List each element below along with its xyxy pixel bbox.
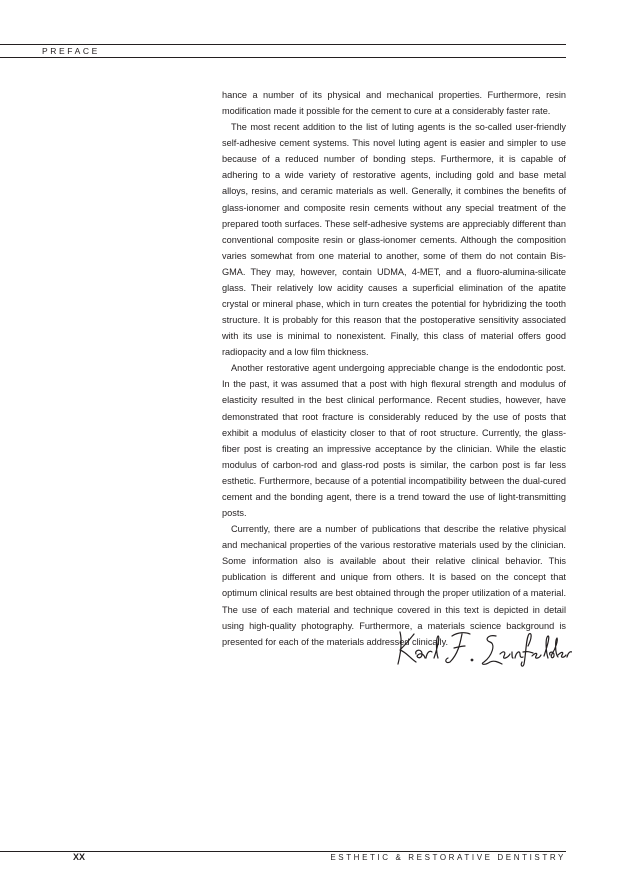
paragraph-4: Currently, there are a number of publications that describe the relative physical and mechanical properties of the various restorative materials used by the clinician. Some information also is available about their relative clinical behavior. This publication is different and unique from others. It is based on the concept that optimum clinical results are best obtained through the proper utilization of a material. The use of each material and technique covered in this text is depicted in detail using high-quality photography. Furthermore, a materials science background is presented for each of the materials addressed clinically. [222,524,566,647]
author-signature [392,624,572,670]
page-number: XX [73,852,86,862]
paragraph-2: The most recent addition to the list of luting agents is the so-called user-friendly self-adhesive cement systems. This novel luting agent is easier and simpler to use because of a reduced number of bonding steps. Furthermore, it is capable of adhering to a wide variety of restorative agents, including gold and base metal alloys, resins, and ceramic materials as well. Generally, it combines the benefits of glass-ionomer and composite resin cements without any special treatment of the prepared tooth surfaces. These self-adhesive systems are appreciably different than conventional composite resin or glass-ionomer cements. Although the composition varies somewhat from one material to another, some of them do not contain Bis-GMA. They may, however, contain UDMA, 4-MET, and a fluoro-alumina-silicate glass. Their relatively low acidity causes a superficial elimination of the apatite crystal or mineral phase, which in turn creates the potential for hybridizing the tooth structure. It is probably for this reason that the postoperative sensitivity associated with its use is minimal to nonexistent. Finally, this class of material offers good radiopacity and a low film thickness. [222,122,566,358]
header-rule-top [0,44,566,45]
body-text [222,87,566,650]
paragraph-3: Another restorative agent undergoing appreciable change is the endodontic post. In the past, it was assumed that a post with high flexural strength and modulus of elasticity resulted in the best clinical performance. Recent studies, however, have demonstrated that root fracture is considerably reduced by the use of posts that exhibit a modulus of elasticity closer to that of root structure. Currently, the glass-fiber post is creating an impressive acceptance by the clinician. While the elastic modulus of carbon-rod and glass-rod posts is similar, the carbon post is far less esthetic. Furthermore, because of a potential incompatibility between the dual-cured cement and the bonding agent, there is a trend toward the use of light-transmitting posts. [222,363,566,519]
section-header: PREFACE [42,46,100,56]
book-title: ESTHETIC & RESTORATIVE DENTISTRY [330,853,566,862]
header-rule-bottom [0,57,566,58]
paragraph-1: hance a number of its physical and mechanical properties. Furthermore, resin modification made it possible for the cement to cure at a considerably faster rate. [222,90,566,117]
